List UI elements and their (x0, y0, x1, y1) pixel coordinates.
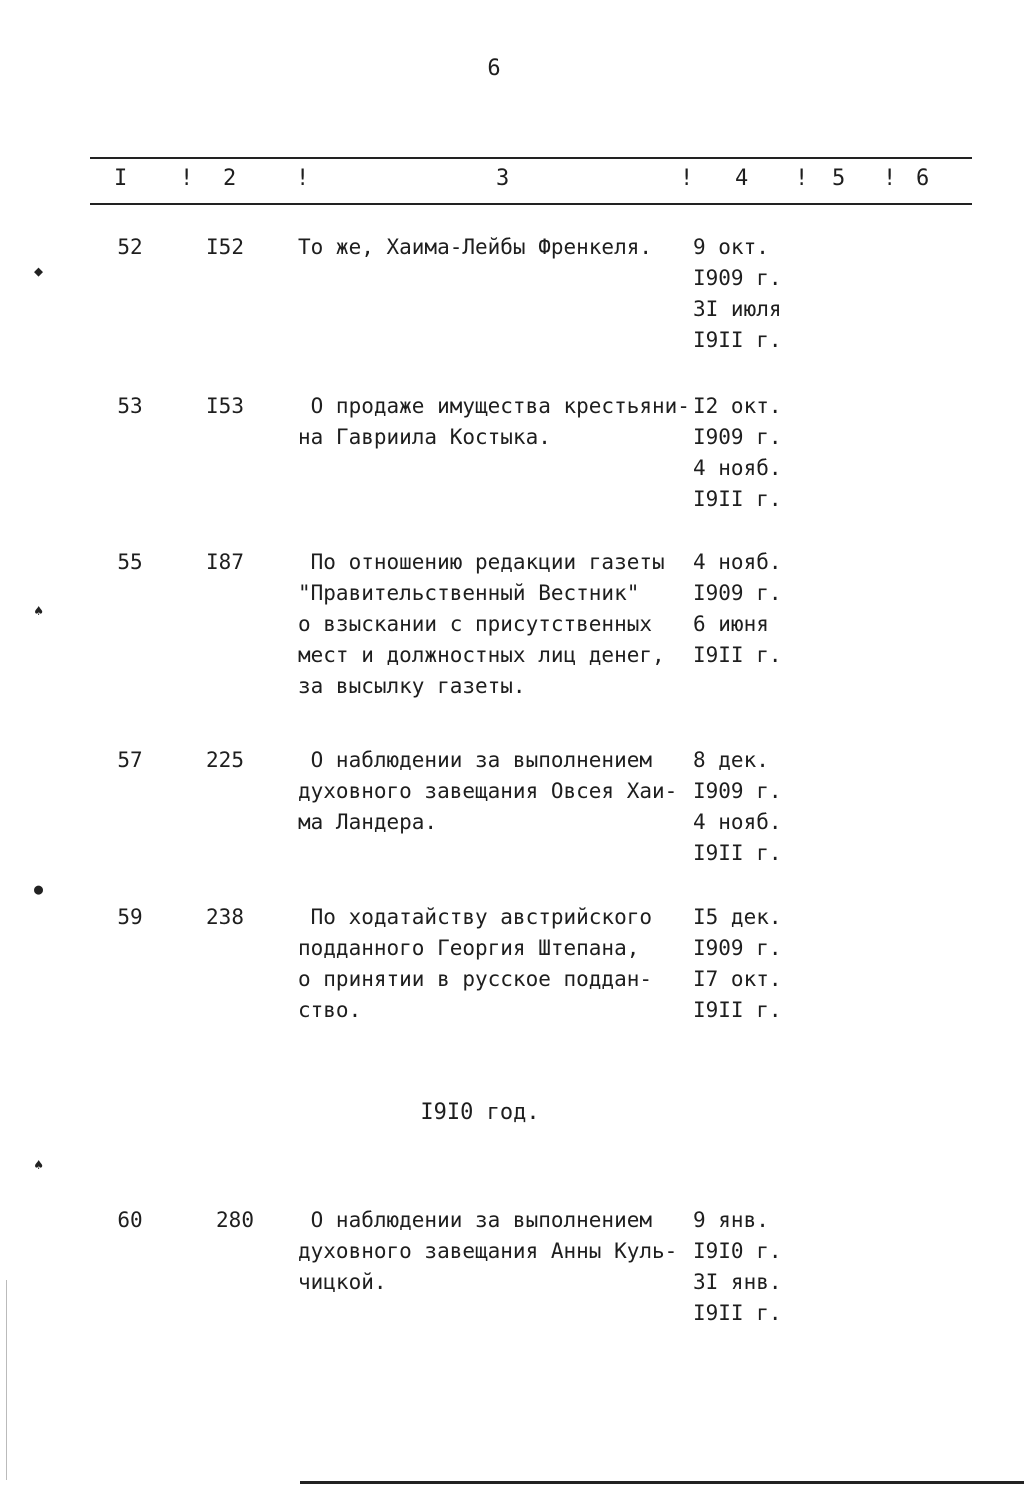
date-line: I5 дек. (693, 905, 782, 929)
record-dates (693, 1205, 833, 1329)
date-line: I909 г. (693, 266, 782, 290)
table-header-bottom-rule (90, 203, 972, 205)
date-line: 8 дек. (693, 748, 769, 772)
header-col-6: 6 (916, 166, 930, 191)
header-separator: ! (296, 166, 310, 191)
binder-hole-mark-icon: ♠ (34, 602, 44, 620)
record-title (298, 745, 698, 838)
date-line: I909 г. (693, 936, 782, 960)
date-line: 4 нояб. (693, 456, 782, 480)
record-number: 57 (117, 748, 143, 772)
date-line: I9II г. (693, 643, 782, 667)
date-line: 9 окт. (693, 235, 769, 259)
title-line: ма Ландера. (298, 810, 438, 834)
date-line: 4 нояб. (693, 810, 782, 834)
title-line: О наблюдении за выполнением (298, 748, 653, 772)
date-line: I9II г. (693, 328, 782, 352)
date-line: 9 янв. (693, 1208, 769, 1232)
title-line: То же, Хаима-Лейбы Френкеля. (298, 235, 653, 259)
title-line: на Гавриила Костыка. (298, 425, 551, 449)
date-line: I9II г. (693, 998, 782, 1022)
title-line: о взыскании с присутственных (298, 612, 653, 636)
date-line: 4 нояб. (693, 550, 782, 574)
title-line: чицкой. (298, 1270, 387, 1294)
file-number: 280 (216, 1208, 254, 1232)
header-col-3: 3 (496, 166, 510, 191)
file-number: 225 (206, 748, 244, 772)
date-line: I9II г. (693, 841, 782, 865)
title-line: "Правительственный Вестник" (298, 581, 640, 605)
title-line: мест и должностных лиц денег, (298, 643, 665, 667)
title-line: подданного Георгия Штепана, (298, 936, 640, 960)
record-title (298, 232, 698, 263)
record-number: 53 (117, 394, 143, 418)
header-col-5: 5 (832, 166, 846, 191)
record-number: 55 (117, 550, 143, 574)
record-title (298, 391, 698, 453)
binder-hole-mark-icon: ● (34, 880, 44, 898)
header-separator: ! (795, 166, 809, 191)
title-line: духовного завещания Овсея Хаи- (298, 779, 678, 803)
title-line: духовного завещания Анны Куль- (298, 1239, 678, 1263)
record-dates (693, 902, 833, 1026)
date-line: I909 г. (693, 779, 782, 803)
date-line: I2 окт. (693, 394, 782, 418)
title-line: за высылку газеты. (298, 674, 526, 698)
header-separator: ! (883, 166, 897, 191)
title-line: ство. (298, 998, 362, 1022)
title-line: о принятии в русское поддан- (298, 967, 653, 991)
table-header (0, 166, 1024, 192)
year-heading: I9I0 год. (420, 1100, 540, 1125)
record-dates (693, 391, 833, 515)
record-title (298, 1205, 698, 1298)
record-number: 60 (117, 1208, 143, 1232)
title-line: По ходатайству австрийского (298, 905, 653, 929)
date-line: I909 г. (693, 581, 782, 605)
title-line: По отношению редакции газеты (298, 550, 665, 574)
date-line: 3I янв. (693, 1270, 782, 1294)
header-separator: ! (680, 166, 694, 191)
header-col-2: 2 (223, 166, 237, 191)
file-number: 238 (206, 905, 244, 929)
date-line: I909 г. (693, 425, 782, 449)
record-dates (693, 745, 833, 869)
record-title (298, 547, 698, 702)
date-line: I9II г. (693, 487, 782, 511)
page-number: 6 (487, 56, 501, 81)
file-number: I52 (206, 235, 244, 259)
date-line: I7 окт. (693, 967, 782, 991)
file-number: I87 (206, 550, 244, 574)
record-title (298, 902, 698, 1026)
file-number: I53 (206, 394, 244, 418)
date-line: 6 июня (693, 612, 769, 636)
record-number: 59 (117, 905, 143, 929)
header-separator: ! (180, 166, 194, 191)
binder-hole-mark-icon: ♠ (34, 1156, 44, 1174)
header-col-1: I (114, 166, 128, 191)
table-header-top-rule (90, 157, 972, 159)
record-dates (693, 547, 833, 671)
binder-hole-mark-icon: ◆ (34, 262, 44, 280)
date-line: 3I июля (693, 297, 782, 321)
record-dates (693, 232, 833, 356)
date-line: I9I0 г. (693, 1239, 782, 1263)
record-number: 52 (117, 235, 143, 259)
title-line: О наблюдении за выполнением (298, 1208, 653, 1232)
scan-edge (6, 1280, 7, 1480)
header-col-4: 4 (735, 166, 749, 191)
date-line: I9II г. (693, 1301, 782, 1325)
title-line: О продаже имущества крестьяни- (298, 394, 690, 418)
scan-edge (300, 1481, 1024, 1484)
